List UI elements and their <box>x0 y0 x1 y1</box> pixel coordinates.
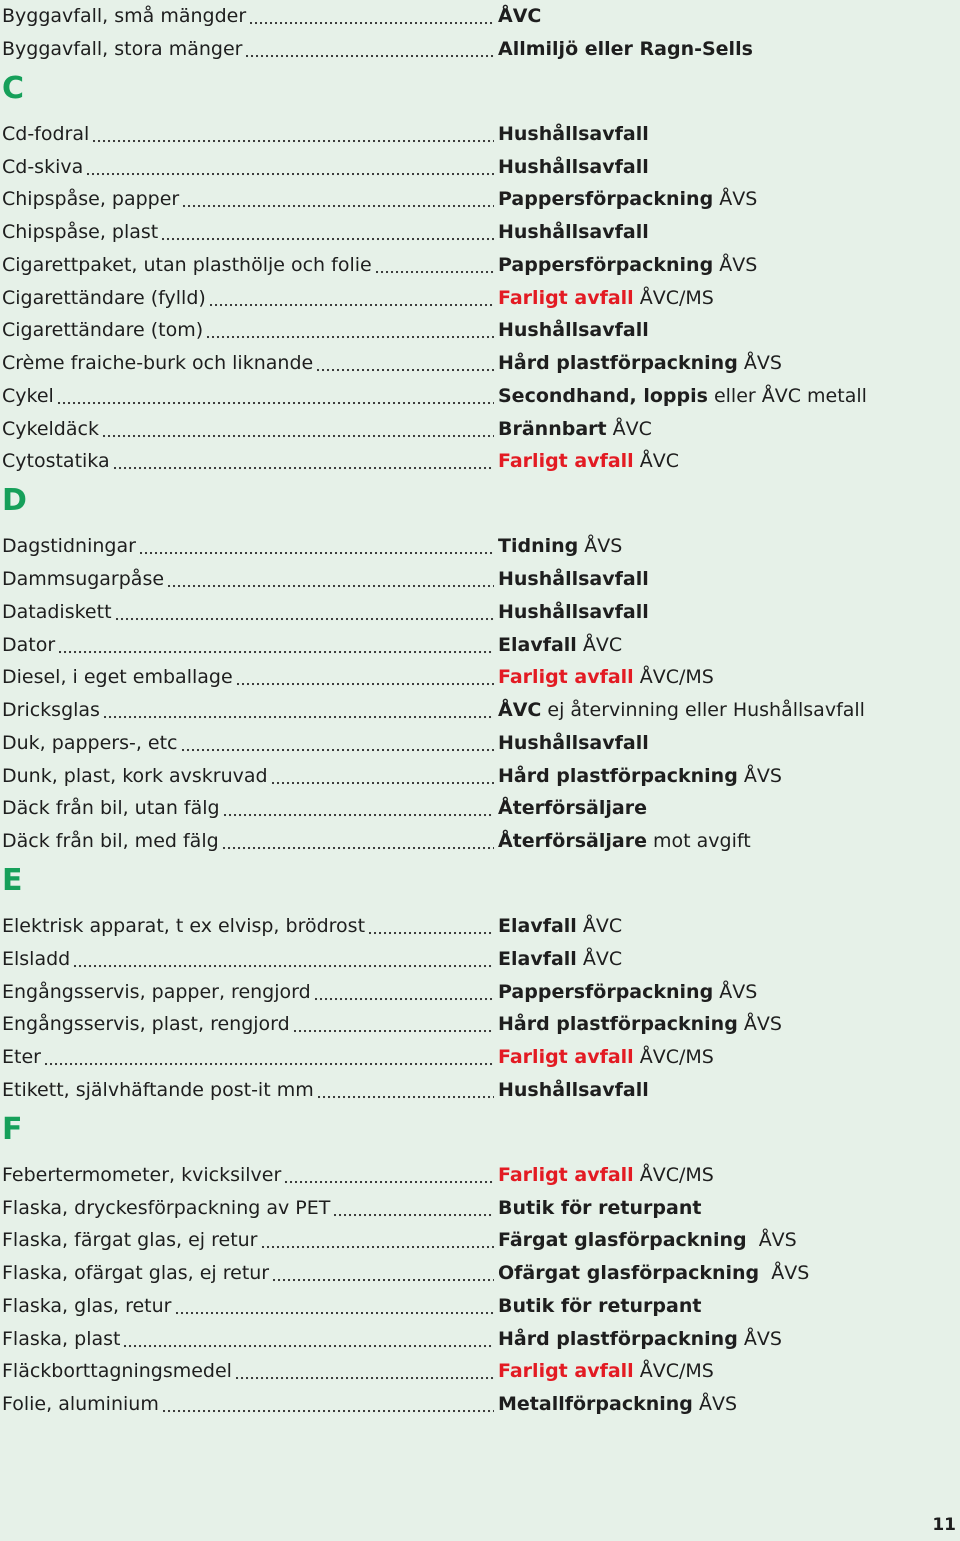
entry-item-label: Chipspåse, plast <box>2 221 159 243</box>
dot-leader <box>124 1323 494 1355</box>
dot-leader <box>162 216 494 248</box>
index-entry <box>2 380 952 412</box>
dot-leader <box>223 825 494 857</box>
entry-item-label: Byggavfall, små mängder <box>2 5 247 27</box>
destination-text: Hushållsavfall <box>498 568 649 590</box>
entry-item-label: Flaska, färgat glas, ej retur <box>2 1229 258 1252</box>
entry-destination <box>498 910 622 942</box>
destination-text: Återförsäljare <box>498 797 647 820</box>
index-entry <box>2 596 952 628</box>
entry-item <box>2 694 494 726</box>
entry-item-label: Däck från bil, utan fälg <box>2 797 220 820</box>
entry-item <box>2 943 494 975</box>
hazard-destination-text: Farligt avfall <box>498 1046 634 1068</box>
entry-item <box>2 0 494 32</box>
destination-text: Butik för returpant <box>498 1196 702 1219</box>
dot-leader <box>237 661 494 693</box>
destination-text: ÅVC/MS <box>633 1360 714 1383</box>
entry-item <box>2 413 494 445</box>
entry-item-label: Dammsugarpåse <box>2 568 165 590</box>
dot-leader <box>315 976 494 1008</box>
entry-destination <box>498 563 649 595</box>
destination-text: ÅVC <box>576 915 623 937</box>
destination-text: Färgat glasförpackning <box>498 1229 747 1252</box>
index-entry <box>2 151 952 183</box>
entry-destination <box>498 629 622 661</box>
index-entry <box>2 1224 952 1256</box>
entry-item <box>2 380 494 412</box>
destination-text: ÅVS <box>737 1327 782 1350</box>
entry-item <box>2 33 494 65</box>
entry-destination <box>498 380 867 412</box>
entry-item-label: Diesel, i eget emballage <box>2 666 233 689</box>
section-letter: E <box>2 862 23 898</box>
index-entry <box>2 445 952 477</box>
entry-item-label: Febertermometer, kvicksilver <box>2 1163 282 1186</box>
dot-leader <box>334 1192 494 1224</box>
destination-text: ÅVC/MS <box>633 286 714 309</box>
destination-text: mot avgift <box>646 830 751 852</box>
index-entry <box>2 760 952 792</box>
destination-text: ÅVS <box>713 980 758 1003</box>
destination-text: ÅVC <box>606 417 652 440</box>
entry-item-label: Cigarettpaket, utan plasthölje och folie <box>2 253 372 276</box>
dot-leader <box>163 1388 494 1420</box>
destination-text: Elavfall <box>498 915 577 937</box>
destination-text: Hård plastförpackning <box>498 764 738 787</box>
destination-text: ÅVS <box>737 764 782 787</box>
hazard-destination-text: Farligt avfall <box>498 1360 634 1383</box>
destination-text: Elavfall <box>498 947 577 970</box>
destination-text: Butik för returpant <box>498 1294 702 1317</box>
index-entry <box>2 0 952 32</box>
destination-text: ÅVS <box>759 1262 810 1284</box>
dot-leader <box>294 1008 494 1040</box>
entry-item <box>2 1074 494 1106</box>
dot-leader <box>45 1041 494 1073</box>
entry-destination <box>498 1192 701 1224</box>
entry-item-label: Crème fraiche-burk och liknande <box>2 352 314 374</box>
destination-text: ÅVS <box>692 1393 738 1415</box>
entry-item-label: Cd-fodral <box>2 122 90 145</box>
entry-item <box>2 1008 494 1040</box>
destination-text: Pappersförpackning <box>498 980 714 1003</box>
dot-leader <box>114 445 494 477</box>
destination-text: ÅVC <box>498 5 542 27</box>
page-number: 11 <box>932 1515 956 1535</box>
destination-text: Elavfall <box>498 633 577 656</box>
entry-destination <box>498 1388 737 1420</box>
entry-destination <box>498 33 753 65</box>
entry-item-label: Dator <box>2 633 56 656</box>
entry-item-label: Dricksglas <box>2 699 100 721</box>
dot-leader <box>250 0 494 32</box>
entry-destination <box>498 151 649 183</box>
destination-text: Hård plastförpackning <box>498 352 738 374</box>
destination-text: Secondhand, loppis <box>498 384 708 407</box>
entry-item <box>2 596 494 628</box>
entry-item <box>2 530 494 562</box>
entry-item <box>2 282 494 314</box>
index-entry <box>2 825 952 857</box>
index-entry <box>2 976 952 1008</box>
entry-destination <box>498 249 757 281</box>
destination-text: ÅVS <box>737 352 782 374</box>
entry-item <box>2 792 494 824</box>
index-entry <box>2 118 952 150</box>
entry-item <box>2 445 494 477</box>
destination-text: ÅVC <box>576 947 623 970</box>
index-entry <box>2 661 952 693</box>
index-entry <box>2 1355 952 1387</box>
destination-text: ÅVS <box>713 253 758 276</box>
destination-text: Pappersförpackning <box>498 253 714 276</box>
entry-destination <box>498 825 751 857</box>
entry-item-label: Cykel <box>2 384 54 407</box>
entry-item-label: Flaska, ofärgat glas, ej retur <box>2 1262 270 1284</box>
index-entry <box>2 792 952 824</box>
dot-leader <box>318 1074 494 1106</box>
entry-item-label: Dagstidningar <box>2 535 136 558</box>
destination-text: Återförsäljare <box>498 830 647 852</box>
entry-destination <box>498 1355 714 1387</box>
index-entry <box>2 216 952 248</box>
entry-destination <box>498 792 647 824</box>
entry-item <box>2 1323 494 1355</box>
entry-destination <box>498 445 679 477</box>
entry-item <box>2 216 494 248</box>
dot-leader <box>116 596 494 628</box>
entry-item <box>2 151 494 183</box>
section-letter: C <box>2 70 25 106</box>
entry-item <box>2 760 494 792</box>
entry-destination <box>498 347 782 379</box>
entry-item-label: Flaska, dryckesförpackning av PET <box>2 1196 331 1219</box>
entry-item <box>2 1257 494 1289</box>
destination-text: Pappersförpackning <box>498 188 714 211</box>
entry-item <box>2 183 494 215</box>
dot-leader <box>58 380 494 412</box>
destination-text: Tidning <box>498 535 579 558</box>
hazard-destination-text: Farligt avfall <box>498 1163 634 1186</box>
dot-leader <box>369 910 494 942</box>
entry-item <box>2 1388 494 1420</box>
dot-leader <box>285 1159 494 1191</box>
index-entry <box>2 1192 952 1224</box>
dot-leader <box>182 727 495 759</box>
entry-item-label: Byggavfall, stora mänger <box>2 37 243 60</box>
entry-item <box>2 976 494 1008</box>
entry-item <box>2 1192 494 1224</box>
entry-destination <box>498 1159 714 1191</box>
entry-item <box>2 910 494 942</box>
entry-destination <box>498 1290 701 1322</box>
destination-text: ÅVS <box>746 1229 797 1252</box>
dot-leader <box>74 943 494 975</box>
destination-text: ÅVC <box>576 633 623 656</box>
entry-destination <box>498 1041 714 1073</box>
dot-leader <box>104 694 494 726</box>
entry-item-label: Flaska, plast <box>2 1327 121 1350</box>
index-entry <box>2 1008 952 1040</box>
entry-item <box>2 1355 494 1387</box>
entry-item <box>2 1224 494 1256</box>
entry-item-label: Elektrisk apparat, t ex elvisp, brödrost <box>2 915 366 937</box>
index-entry <box>2 1323 952 1355</box>
entry-destination <box>498 976 757 1008</box>
destination-text: Ofärgat glasförpackning <box>498 1262 760 1284</box>
entry-item <box>2 661 494 693</box>
index-entry <box>2 1257 952 1289</box>
entry-destination <box>498 1323 782 1355</box>
dot-leader <box>317 347 494 379</box>
entry-item <box>2 727 494 759</box>
dot-leader <box>176 1290 495 1322</box>
entry-item-label: Folie, aluminium <box>2 1393 159 1415</box>
entry-item-label: Engångsservis, plast, rengjord <box>2 1013 290 1036</box>
dot-leader <box>103 413 494 445</box>
entry-item-label: Cigarettändare (fylld) <box>2 286 206 309</box>
dot-leader <box>262 1224 495 1256</box>
destination-text: eller ÅVC metall <box>707 384 867 407</box>
entry-destination <box>498 661 714 693</box>
index-entry <box>2 629 952 661</box>
index-entry <box>2 1159 952 1191</box>
dot-leader <box>236 1355 494 1387</box>
destination-text: Hushållsavfall <box>498 221 649 243</box>
destination-text: Hård plastförpackning <box>498 1013 738 1036</box>
hazard-destination-text: Farligt avfall <box>498 666 634 689</box>
index-entry <box>2 910 952 942</box>
entry-item-label: Däck från bil, med fälg <box>2 830 219 852</box>
entry-item-label: Cykeldäck <box>2 417 99 440</box>
entry-destination <box>498 118 649 150</box>
destination-text: Allmiljö eller Ragn-Sells <box>498 37 753 60</box>
dot-leader <box>168 563 494 595</box>
dot-leader <box>273 1257 494 1289</box>
entry-item <box>2 314 494 346</box>
index-entry <box>2 694 952 726</box>
entry-destination <box>498 1074 649 1106</box>
entry-item <box>2 1159 494 1191</box>
entry-item-label: Etikett, självhäftande post-it mm <box>2 1078 314 1101</box>
index-entry <box>2 1074 952 1106</box>
dot-leader <box>59 629 494 661</box>
entry-item-label: Fläckborttagningsmedel <box>2 1360 232 1383</box>
entry-destination <box>498 943 622 975</box>
index-entry <box>2 282 952 314</box>
entry-item-label: Engångsservis, papper, rengjord <box>2 980 311 1003</box>
dot-leader <box>272 760 494 792</box>
entry-item-label: Cd-skiva <box>2 155 84 178</box>
dot-leader <box>183 183 494 215</box>
index-entry <box>2 727 952 759</box>
entry-item <box>2 347 494 379</box>
entry-destination <box>498 413 652 445</box>
entry-item <box>2 825 494 857</box>
entry-item <box>2 563 494 595</box>
destination-text: Hushållsavfall <box>498 731 649 754</box>
entry-item-label: Flaska, glas, retur <box>2 1294 172 1317</box>
destination-text: ÅVC <box>633 450 680 473</box>
destination-text: Brännbart <box>498 417 607 440</box>
destination-text: Hushållsavfall <box>498 319 649 342</box>
entry-item-label: Eter <box>2 1046 41 1068</box>
destination-text: Hushållsavfall <box>498 600 649 623</box>
entry-item <box>2 1041 494 1073</box>
entry-destination <box>498 216 649 248</box>
entry-item <box>2 118 494 150</box>
entry-item-label: Duk, pappers-, etc <box>2 731 178 754</box>
destination-text: ÅVC/MS <box>633 1163 714 1186</box>
index-entry <box>2 413 952 445</box>
destination-text: Hushållsavfall <box>498 122 649 145</box>
index-entry <box>2 563 952 595</box>
index-entry <box>2 1290 952 1322</box>
entry-destination <box>498 1257 809 1289</box>
index-entry <box>2 943 952 975</box>
entry-item-label: Chipspåse, papper <box>2 188 180 211</box>
destination-text: ej återvinning eller Hushållsavfall <box>541 699 865 721</box>
destination-text: ÅVS <box>578 535 623 558</box>
dot-leader <box>210 282 494 314</box>
section-letter: F <box>2 1111 23 1147</box>
entry-destination <box>498 727 649 759</box>
dot-leader <box>93 118 494 150</box>
entry-item-label: Elsladd <box>2 947 71 970</box>
destination-text: ÅVC/MS <box>633 666 714 689</box>
index-entry <box>2 249 952 281</box>
destination-text: Metallförpackning <box>498 1393 693 1415</box>
index-entry <box>2 183 952 215</box>
index-entry <box>2 347 952 379</box>
index-entry <box>2 314 952 346</box>
dot-leader <box>140 530 494 562</box>
dot-leader <box>376 249 494 281</box>
dot-leader <box>246 33 494 65</box>
dot-leader <box>87 151 494 183</box>
index-entry <box>2 1388 952 1420</box>
entry-item-label: Cytostatika <box>2 450 110 473</box>
destination-text: ÅVC/MS <box>633 1046 714 1068</box>
destination-text: ÅVC <box>498 699 542 721</box>
hazard-destination-text: Farligt avfall <box>498 286 634 309</box>
index-entry <box>2 530 952 562</box>
entry-destination <box>498 0 541 32</box>
entry-item <box>2 629 494 661</box>
index-entry <box>2 1041 952 1073</box>
destination-text: Hushållsavfall <box>498 155 649 178</box>
destination-text: ÅVS <box>713 188 758 211</box>
section-letter: D <box>2 483 27 518</box>
dot-leader <box>207 314 494 346</box>
entry-destination <box>498 760 782 792</box>
entry-item-label: Datadiskett <box>2 600 112 623</box>
destination-text: ÅVS <box>737 1013 782 1036</box>
entry-destination <box>498 694 865 726</box>
entry-destination <box>498 1224 797 1256</box>
entry-item-label: Dunk, plast, kork avskruvad <box>2 764 268 787</box>
entry-item <box>2 249 494 281</box>
entry-destination <box>498 530 622 562</box>
entry-destination <box>498 314 649 346</box>
entry-destination <box>498 183 757 215</box>
dot-leader <box>224 792 494 824</box>
entry-item <box>2 1290 494 1322</box>
destination-text: Hushållsavfall <box>498 1078 649 1101</box>
index-entry <box>2 33 952 65</box>
entry-destination <box>498 1008 782 1040</box>
entry-destination <box>498 596 649 628</box>
hazard-destination-text: Farligt avfall <box>498 450 634 473</box>
entry-destination <box>498 282 714 314</box>
destination-text: Hård plastförpackning <box>498 1327 738 1350</box>
entry-item-label: Cigarettändare (tom) <box>2 319 204 342</box>
